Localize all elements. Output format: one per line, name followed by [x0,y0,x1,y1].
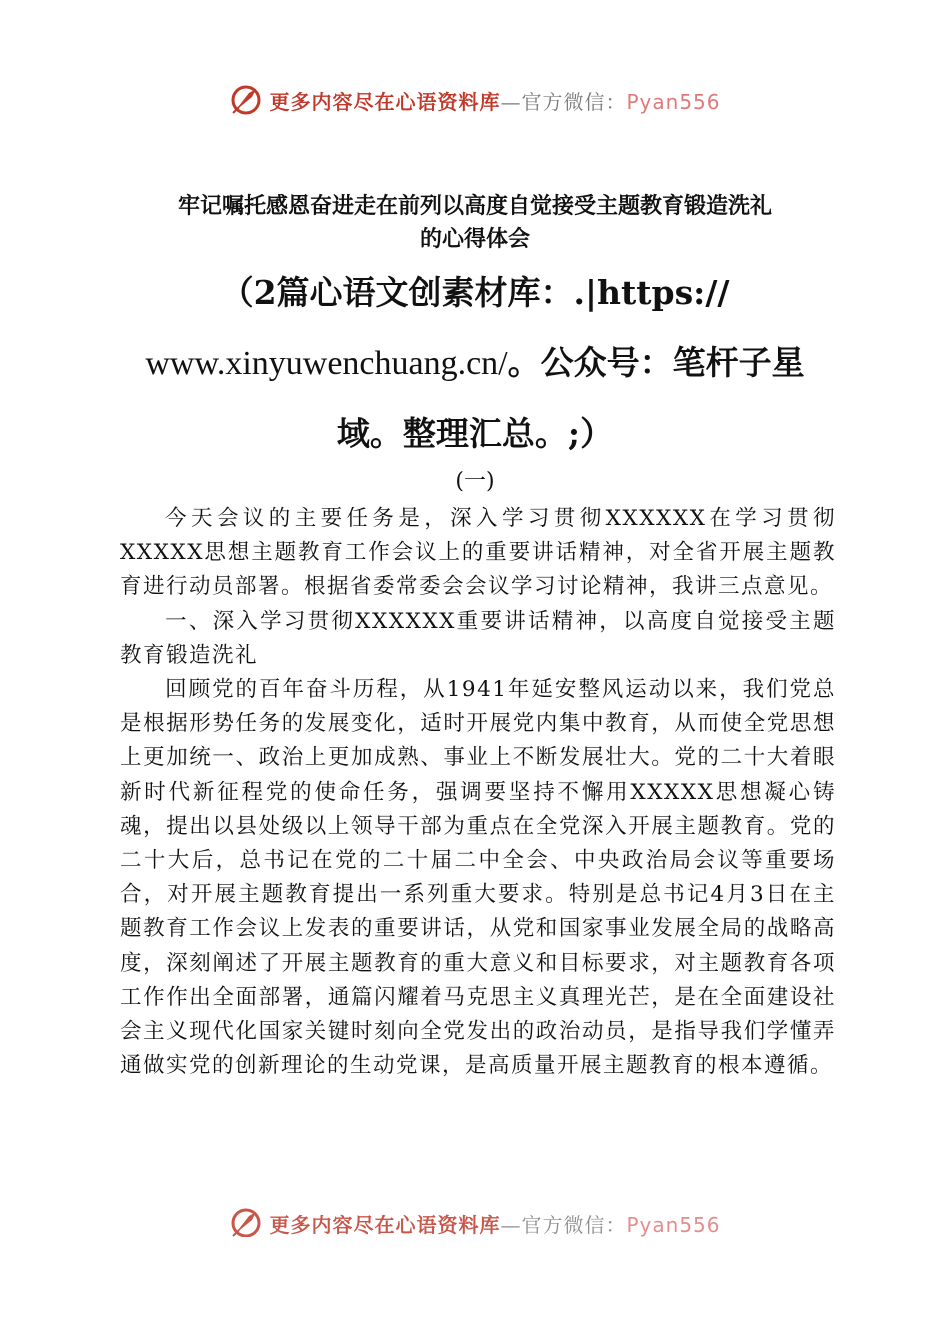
header-watermark [0,80,950,120]
document-body [120,502,836,1083]
watermark-text [269,86,720,115]
quill-logo-icon [229,1206,263,1237]
source-note-part3: 。公众号：笔杆子星 [507,343,805,382]
watermark-account: Pyan556 [626,89,721,114]
section-number: (一) [455,469,495,494]
paragraph: 回顾党的百年奋斗历程，从1941年延安整风运动以来，我们党总是根据形势任务的发展变化，适时开展党内集中教育，从而使全党思想上更加统一、政治上更加成熟、事业上不断发展壮大。党的二十大着眼新时代新征程党的使命任务，强调要坚持不懈用XXXXX思想凝心铸魂，提出以县处级以上领导干部为重点在全党深入开展主题教育。党的二十大后，总书记在党的二十届二中全会、中央政治局会议等重要场合，对开展主题教育提出一系列重大要求。特别是总书记4月3日在主题教育工作会议上发表的重要讲话，从党和国家事业发展全局的战略高度，深刻阐述了开展主题教育的重大意义和目标要求，对主题教育各项工作作出全面部署，通篇闪耀着马克思主义真理光芒，是在全面建设社会主义现代化国家关键时刻向全党发出的政治动员，是指导我们学懂弄通做实党的创新理论的生动党课，是高质量开展主题教育的根本遵循。 [120,677,836,1079]
quill-logo-icon [229,83,263,117]
watermark-dash: — [500,89,522,114]
source-note [110,258,840,469]
watermark-main: 更多内容尽在心语资料库 [269,89,501,114]
watermark-text [269,1209,720,1238]
title-line-1: 牢记嘱托感恩奋进走在前列以高度自觉接受主题教育锻造洗礼 [177,194,772,219]
title-line-2: 的心得体会 [419,227,530,252]
watermark-sub: 官方微信： [521,1212,627,1237]
source-note-url: www.xinyuwenchuang.cn/ [145,345,508,382]
document-title [110,190,840,256]
watermark-main: 更多内容尽在心语资料库 [269,1212,501,1237]
section-heading: 一、深入学习贯彻XXXXXX重要讲话精神，以高度自觉接受主题教育锻造洗礼 [120,608,836,668]
source-note-part1: （2篇心语文创素材库：.|https:// [220,273,730,312]
source-note-part4: 域。整理汇总。;） [336,414,614,453]
watermark-account: Pyan556 [626,1212,721,1237]
footer-watermark [0,1203,950,1237]
paragraph: 今天会议的主要任务是，深入学习贯彻XXXXXX在学习贯彻XXXXX思想主题教育工作会议上的重要讲话精神，对全省开展主题教育进行动员部署。根据省委常委会会议学习讨论精神，我讲三点意见。 [120,506,836,600]
watermark-dash: — [500,1212,522,1237]
watermark-sub: 官方微信： [521,89,627,114]
